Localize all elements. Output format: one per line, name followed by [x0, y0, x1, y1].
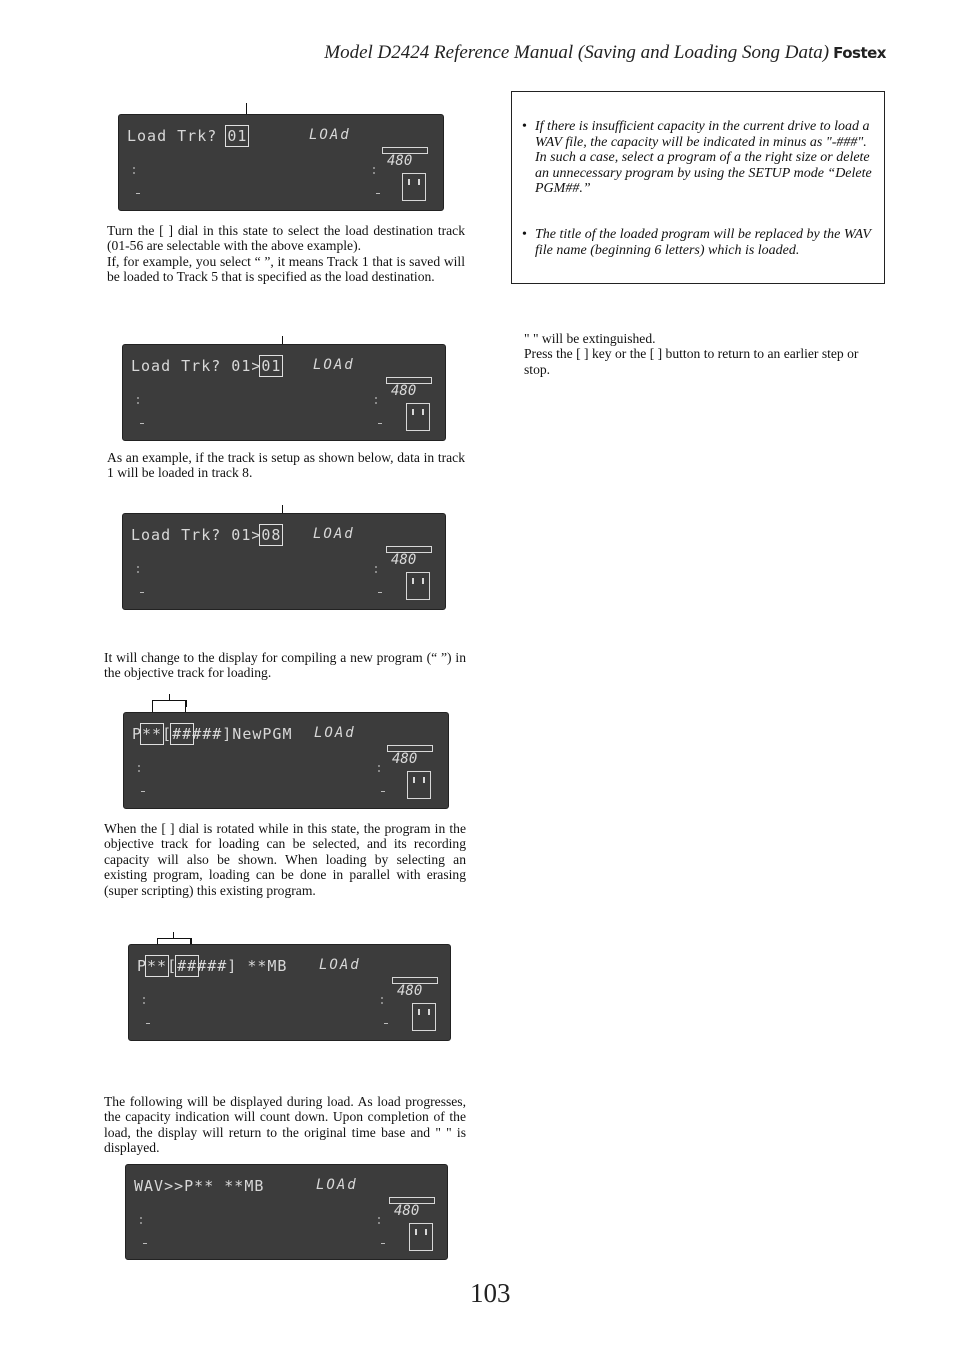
lcd-selected-field: 01 [227, 127, 248, 145]
bullet-icon: • [522, 119, 527, 134]
lcd-mode-label: LOAd [313, 357, 355, 373]
note-item: • The title of the loaded program will be replaced by the WAV file name (beginning 6 letters) which is loaded. [522, 227, 871, 258]
lcd-meter-icon [412, 1003, 436, 1031]
paragraph-select-destination: Turn the [ ] dial in this state to select the load destination track (01-56 are selectable with the above example). If, for example, you select “ ”, it means Track 1 that is saved will be loaded to Track 5 that is specified as the load destination. [107, 223, 465, 285]
lcd-value: 480 [387, 153, 413, 169]
lcd-meter-icon [409, 1223, 433, 1251]
lcd-main-text: Load Trk? 01>01 [131, 357, 282, 375]
lcd-program-field: ** [147, 957, 168, 975]
lcd-value: 480 [397, 983, 423, 999]
lcd-value: 480 [394, 1203, 420, 1219]
lcd-value: 480 [391, 383, 417, 399]
lcd-mode-label: LOAd [309, 127, 351, 143]
paragraph-track-example: As an example, if the track is setup as shown below, data in track 1 will be loaded in track 8. [107, 450, 465, 481]
lcd-mode-label: LOAd [314, 725, 356, 741]
lcd-selected-field: 01 [261, 357, 282, 375]
paragraph-return: " " will be extinguished. Press the [ ] key or the [ ] button to return to an earlier step or stop. [524, 331, 859, 377]
lcd-main-text: P**[#####]NewPGM [132, 725, 293, 743]
lcd-display-new-program [123, 712, 449, 809]
note-item: • If there is insufficient capacity in the current drive to load a WAV file, the capacity will be indicated in minus as "-###". In such a case, select a program of a the right size or delete an unnecessary program by using the SETUP mode “Delete PGM##.” [522, 119, 872, 196]
lcd-display-existing-program [128, 944, 451, 1041]
lcd-mode-label: LOAd [319, 957, 361, 973]
paragraph-new-program: It will change to the display for compiling a new program (“ ”) in the objective track for loading. [104, 650, 466, 681]
lcd-program-field: ** [142, 725, 163, 743]
lcd-track-field: ## [177, 957, 198, 975]
lcd-main-text: Load Trk? 01 [127, 127, 248, 145]
callout-bracket [152, 700, 187, 707]
lcd-display-load-track-destination [122, 344, 446, 441]
lcd-meter-icon [402, 173, 426, 201]
lcd-display-load-track-08 [122, 513, 446, 610]
header-title: Model D2424 Reference Manual (Saving and Loading Song Data) [324, 42, 830, 63]
lcd-meter-icon [407, 771, 431, 799]
lcd-value: 480 [392, 751, 418, 767]
fostex-logo: Fostex [833, 44, 886, 62]
lcd-display-loading [125, 1164, 448, 1260]
lcd-track-field: ## [172, 725, 193, 743]
lcd-main-text: Load Trk? 01>08 [131, 526, 282, 544]
paragraph-during-load: The following will be displayed during load. As load progresses, the capacity indication will count down. Upon completion of the load, the display will return to the original time base and " " is displayed. [104, 1094, 466, 1156]
lcd-mode-label: LOAd [313, 526, 355, 542]
lcd-main-text: WAV>>P** **MB [134, 1177, 265, 1195]
paragraph-select-program: When the [ ] dial is rotated while in this state, the program in the objective track for loading can be selected, and its recording capacity will also be shown. When loading by selecting an existing program, loading can be done in parallel with erasing (super scripting) this existing program. [104, 821, 466, 898]
lcd-mode-label: LOAd [316, 1177, 358, 1193]
lcd-value: 480 [391, 552, 417, 568]
page-number: 103 [470, 1278, 511, 1308]
lcd-selected-field: 08 [261, 526, 282, 544]
lcd-main-text: P**[#####] **MB [137, 957, 288, 975]
page-header [324, 42, 886, 64]
lcd-meter-icon [406, 572, 430, 600]
bullet-icon: • [522, 227, 527, 242]
lcd-display-load-track [118, 114, 444, 211]
lcd-meter-icon [406, 403, 430, 431]
